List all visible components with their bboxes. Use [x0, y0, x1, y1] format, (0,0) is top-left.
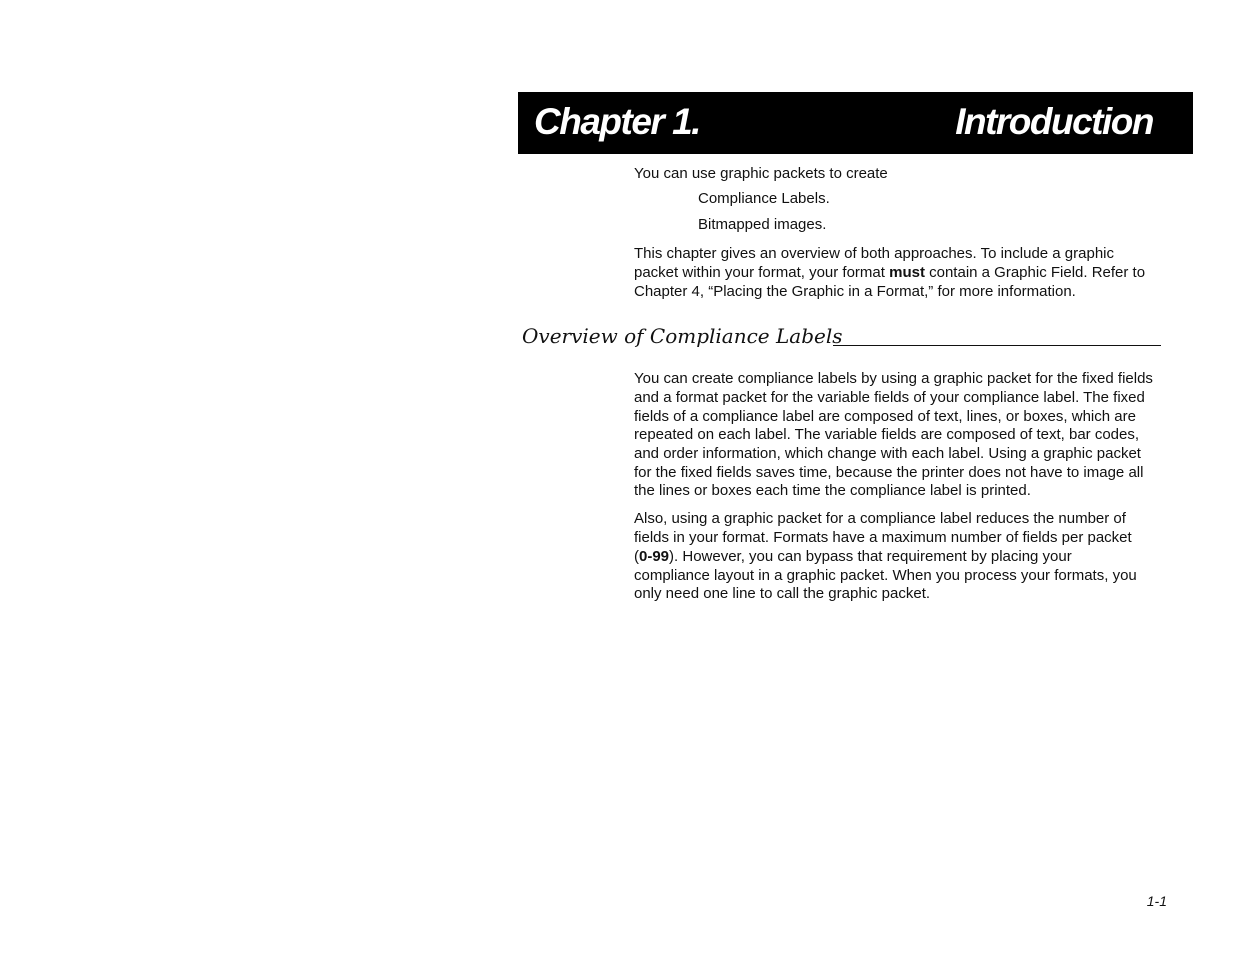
- paragraph-line: [634, 547, 1072, 566]
- paragraph-line: and a format packet for the variable fields of your compliance label. The fixed: [634, 389, 1145, 406]
- list-item-bitmapped-images: Bitmapped images.: [698, 216, 827, 233]
- overview-text: packet within your format, your format: [634, 264, 890, 281]
- paragraph-line: for the fixed fields saves time, because the printer does not have to image all: [634, 464, 1144, 481]
- paragraph-line: fields of a compliance label are composed of text, lines, or boxes, which are: [634, 408, 1136, 425]
- paragraph-line: Also, using a graphic packet for a compliance label reduces the number of: [634, 510, 1126, 527]
- paragraph-text: (: [634, 548, 639, 565]
- page-number: 1-1: [1146, 893, 1167, 909]
- chapter-title: Introduction: [955, 101, 1153, 142]
- paragraph-line: and order information, which change with each label. Using a graphic packet: [634, 445, 1141, 462]
- paragraph-line: only need one line to call the graphic packet.: [634, 585, 931, 602]
- paragraph-line: compliance layout in a graphic packet. When you process your formats, you: [634, 567, 1137, 584]
- overview-line: This chapter gives an overview of both approaches. To include a graphic: [634, 245, 1115, 262]
- paragraph-text: ). However, you can bypass that requirement by placing your: [669, 548, 1072, 565]
- paragraph-line: the lines or boxes each time the compliance label is printed.: [634, 482, 1031, 499]
- overview-line: Chapter 4, “Placing the Graphic in a Format,” for more information.: [634, 283, 1076, 300]
- list-item-compliance-labels: Compliance Labels.: [698, 190, 830, 207]
- section-heading-rule: [833, 345, 1161, 346]
- section-heading: Overview of Compliance Labels: [522, 324, 843, 348]
- overview-text: contain a Graphic Field. Refer to: [924, 264, 1146, 281]
- overview-line: [634, 263, 1145, 282]
- paragraph-line: repeated on each label. The variable fields are composed of text, bar codes,: [634, 426, 1140, 443]
- paragraph-line: fields in your format. Formats have a maximum number of fields per packet: [634, 529, 1132, 546]
- chapter-banner: [518, 92, 1193, 154]
- emphasis-range: 0-99: [639, 548, 670, 565]
- chapter-number: Chapter 1.: [534, 101, 700, 142]
- emphasis-must: must: [889, 264, 925, 281]
- paragraph-line: You can create compliance labels by using a graphic packet for the fixed fields: [634, 370, 1153, 387]
- intro-lead: You can use graphic packets to create: [634, 165, 888, 182]
